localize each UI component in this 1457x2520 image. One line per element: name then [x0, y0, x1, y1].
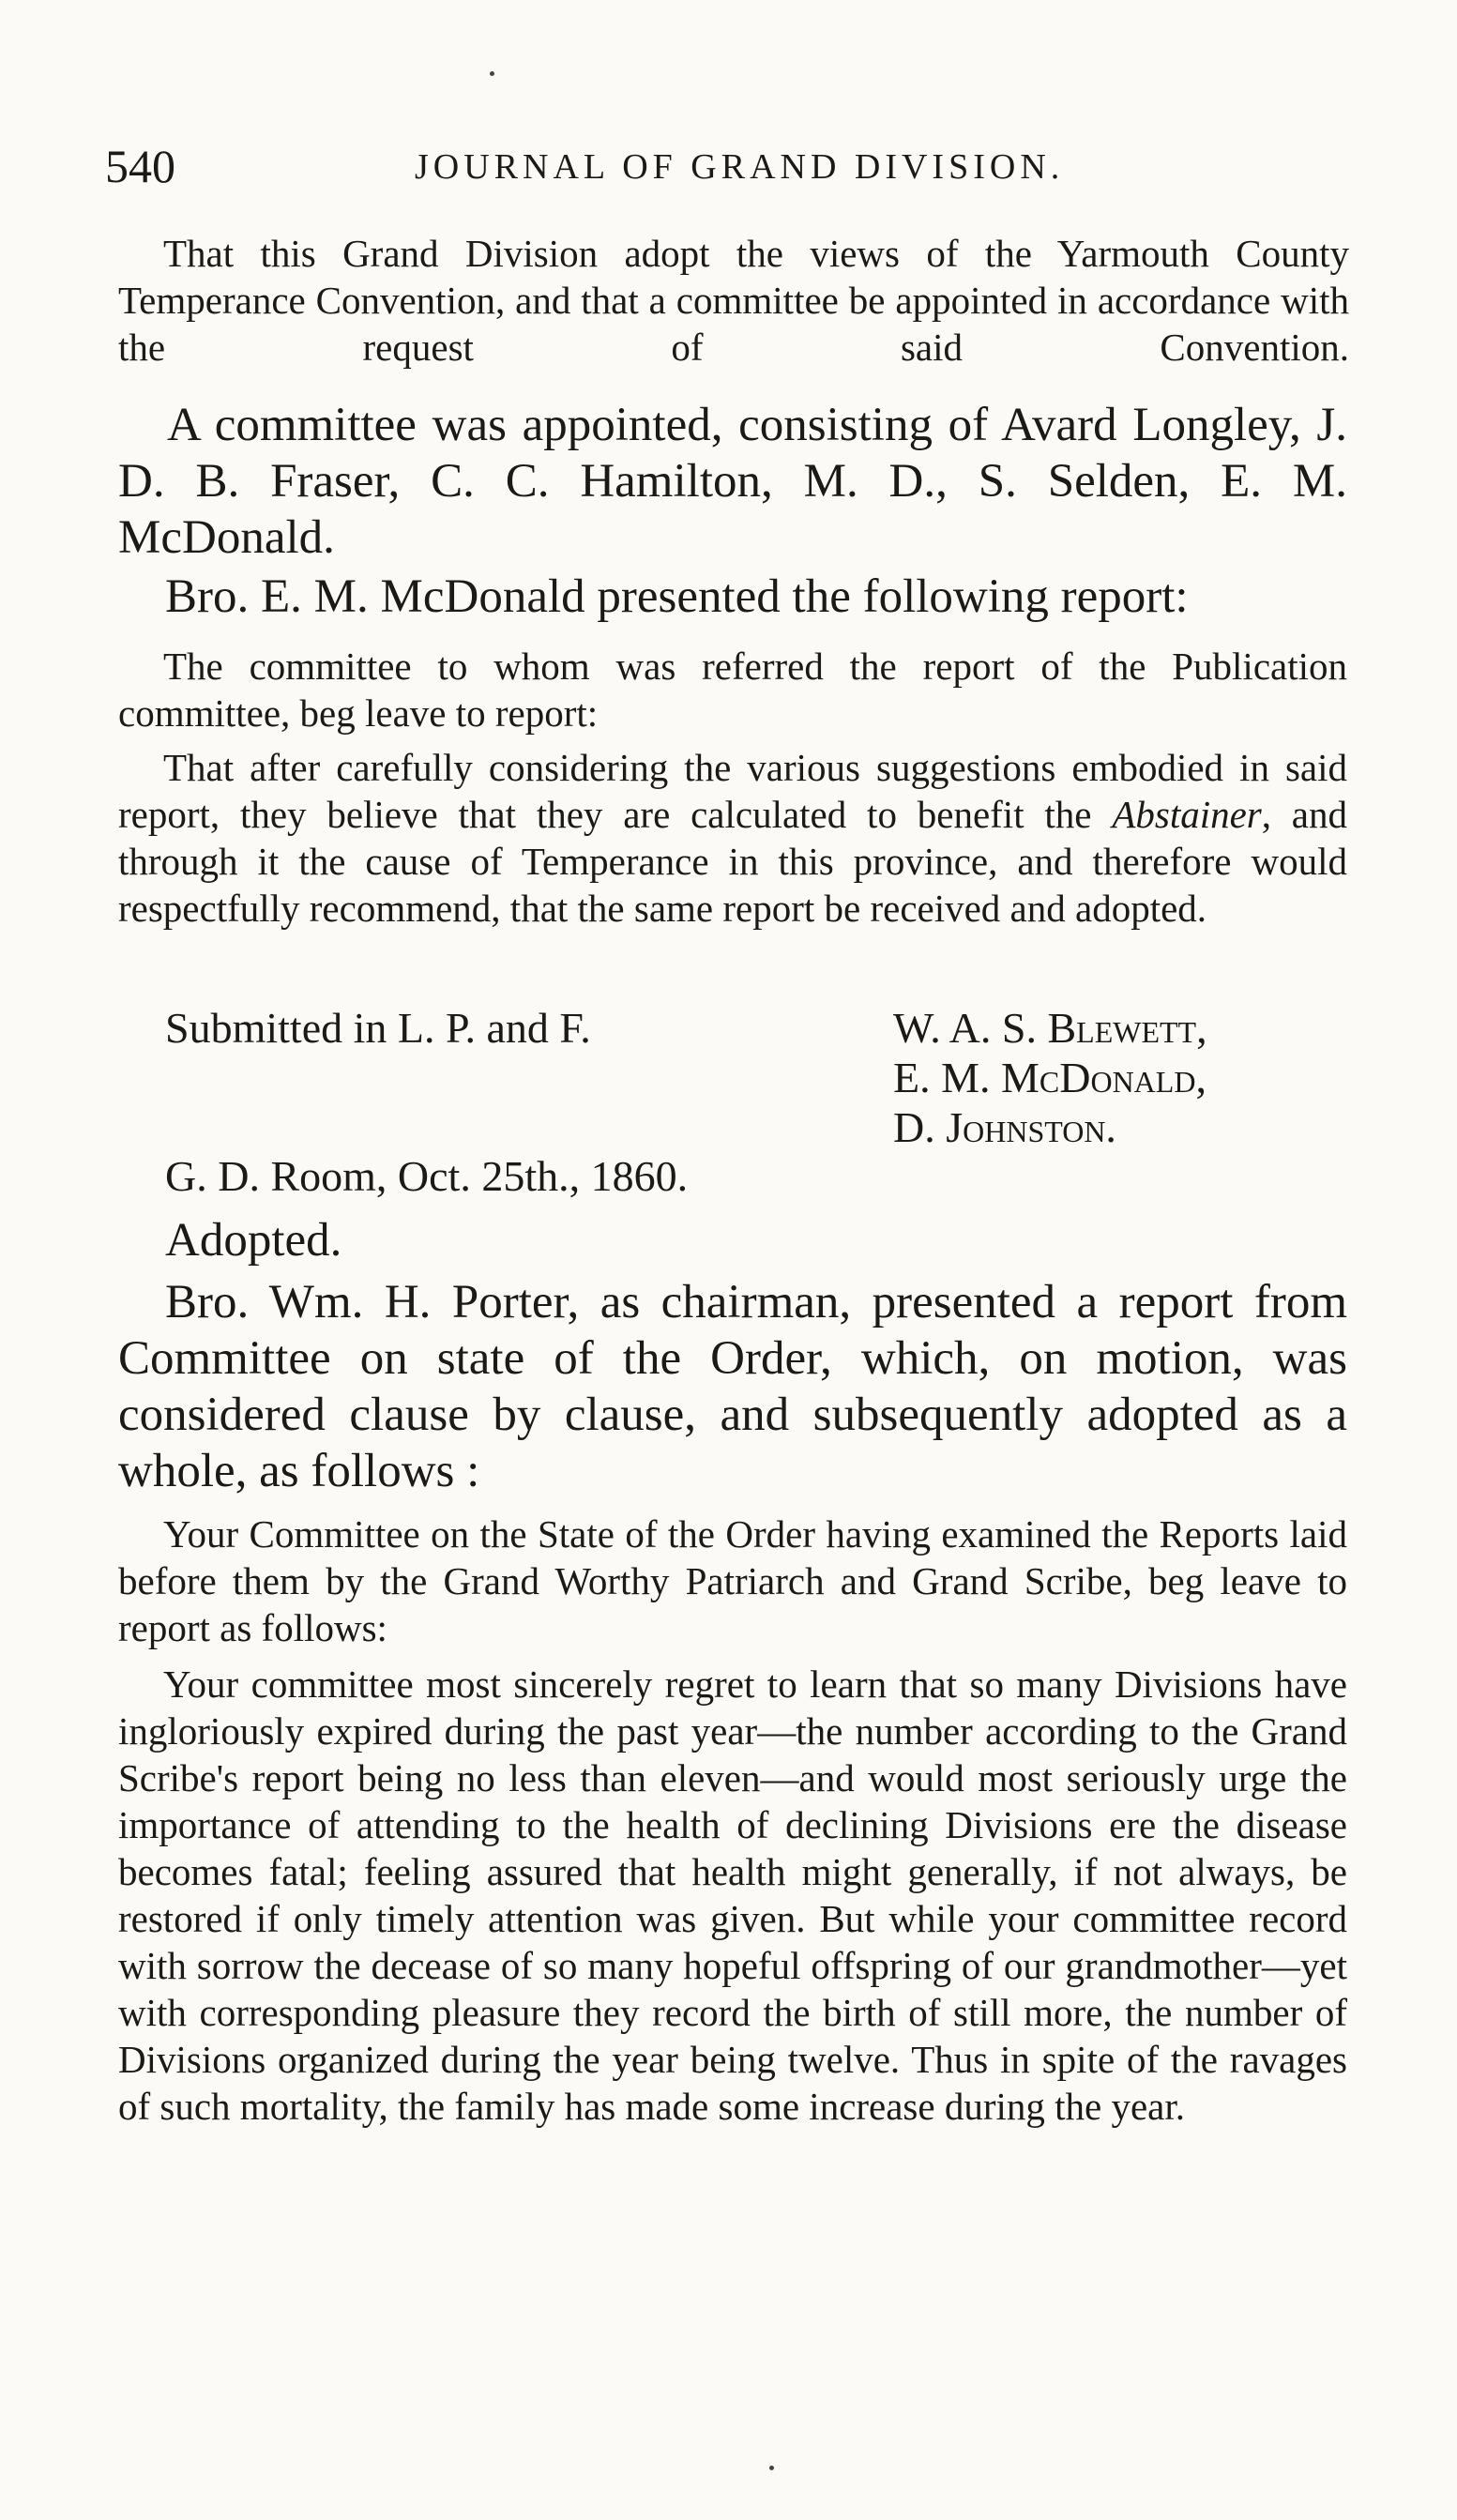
- state-of-order-body: Your committee most sincerely regret to learn that so many Divisions have ingloriously expired during the past year—the number according to the Grand Scribe's report being no less than eleven—and would most seriously urge the importance of attending to the health of declining Divisions ere the disease becomes fatal; feeling assured that health might generally, if not always, be restored if only timely attention was given. But while your committee record with sorrow the decease of so many hopeful offspring of our grandmother—yet with corresponding pleasure they record the birth of still more, the number of Divisions organized during the year being twelve. Thus in spite of the ravages of such mortality, the family has made some increase during the year.: [118, 1662, 1347, 2128]
- publication-report-body-end: , and through it the cause of Temperance in this province, and therefore would respectfully recommend, that the same report be received and adopted.: [118, 793, 1348, 930]
- porter-presented-paragraph: Bro. Wm. H. Porter, as chairman, presented a report from Committee on state of the Order, which, on motion, was considered clause by clause, and subsequently adopted as a whole, as follows :: [118, 1276, 1347, 1497]
- signatory-2: E. M. McDonald,: [893, 1054, 1207, 1101]
- page-number: 540: [105, 140, 175, 192]
- resolution-paragraph: That this Grand Division adopt the views of the Yarmouth County Temperance Convention, and that a committee be appointed in accordance with the request of said Convention.: [118, 232, 1349, 369]
- publication-report-body-start: That after carefully considering the various suggestions embodied in said report, they believe that they are calculated to benefit the: [118, 746, 1347, 836]
- signatory-1: W. A. S. Blewett,: [893, 1004, 1207, 1052]
- mcdonald-presented-line: Bro. E. M. McDonald presented the following report:: [165, 570, 1189, 623]
- submitted-line: Submitted in L. P. and F.: [165, 1004, 591, 1052]
- page-header: [105, 139, 1343, 195]
- committee-appointed-paragraph: A committee was appointed, consisting of Avard Longley, J. D. B. Fraser, C. C. Hamilton, M. D., S. Selden, E. M. McDonald.: [118, 399, 1347, 564]
- publication-report-intro: The committee to whom was referred the report of the Publication committee, beg leave to report:: [118, 645, 1347, 735]
- publication-report-body: [118, 744, 1347, 932]
- running-head: JOURNAL OF GRAND DIVISION.: [415, 147, 1065, 187]
- abstainer-title: Abstainer: [1112, 793, 1262, 836]
- date-line: G. D. Room, Oct. 25th., 1860.: [165, 1152, 689, 1200]
- page-speck-top: [490, 71, 494, 76]
- state-of-order-intro: Your Committee on the State of the Order having examined the Reports laid before them by the Grand Worthy Patriarch and Grand Scribe, beg leave to report as follows:: [118, 1512, 1347, 1649]
- page-speck-bottom: [769, 2466, 774, 2470]
- signatory-3: D. Johnston.: [893, 1103, 1116, 1151]
- adopted-line: Adopted.: [165, 1214, 342, 1267]
